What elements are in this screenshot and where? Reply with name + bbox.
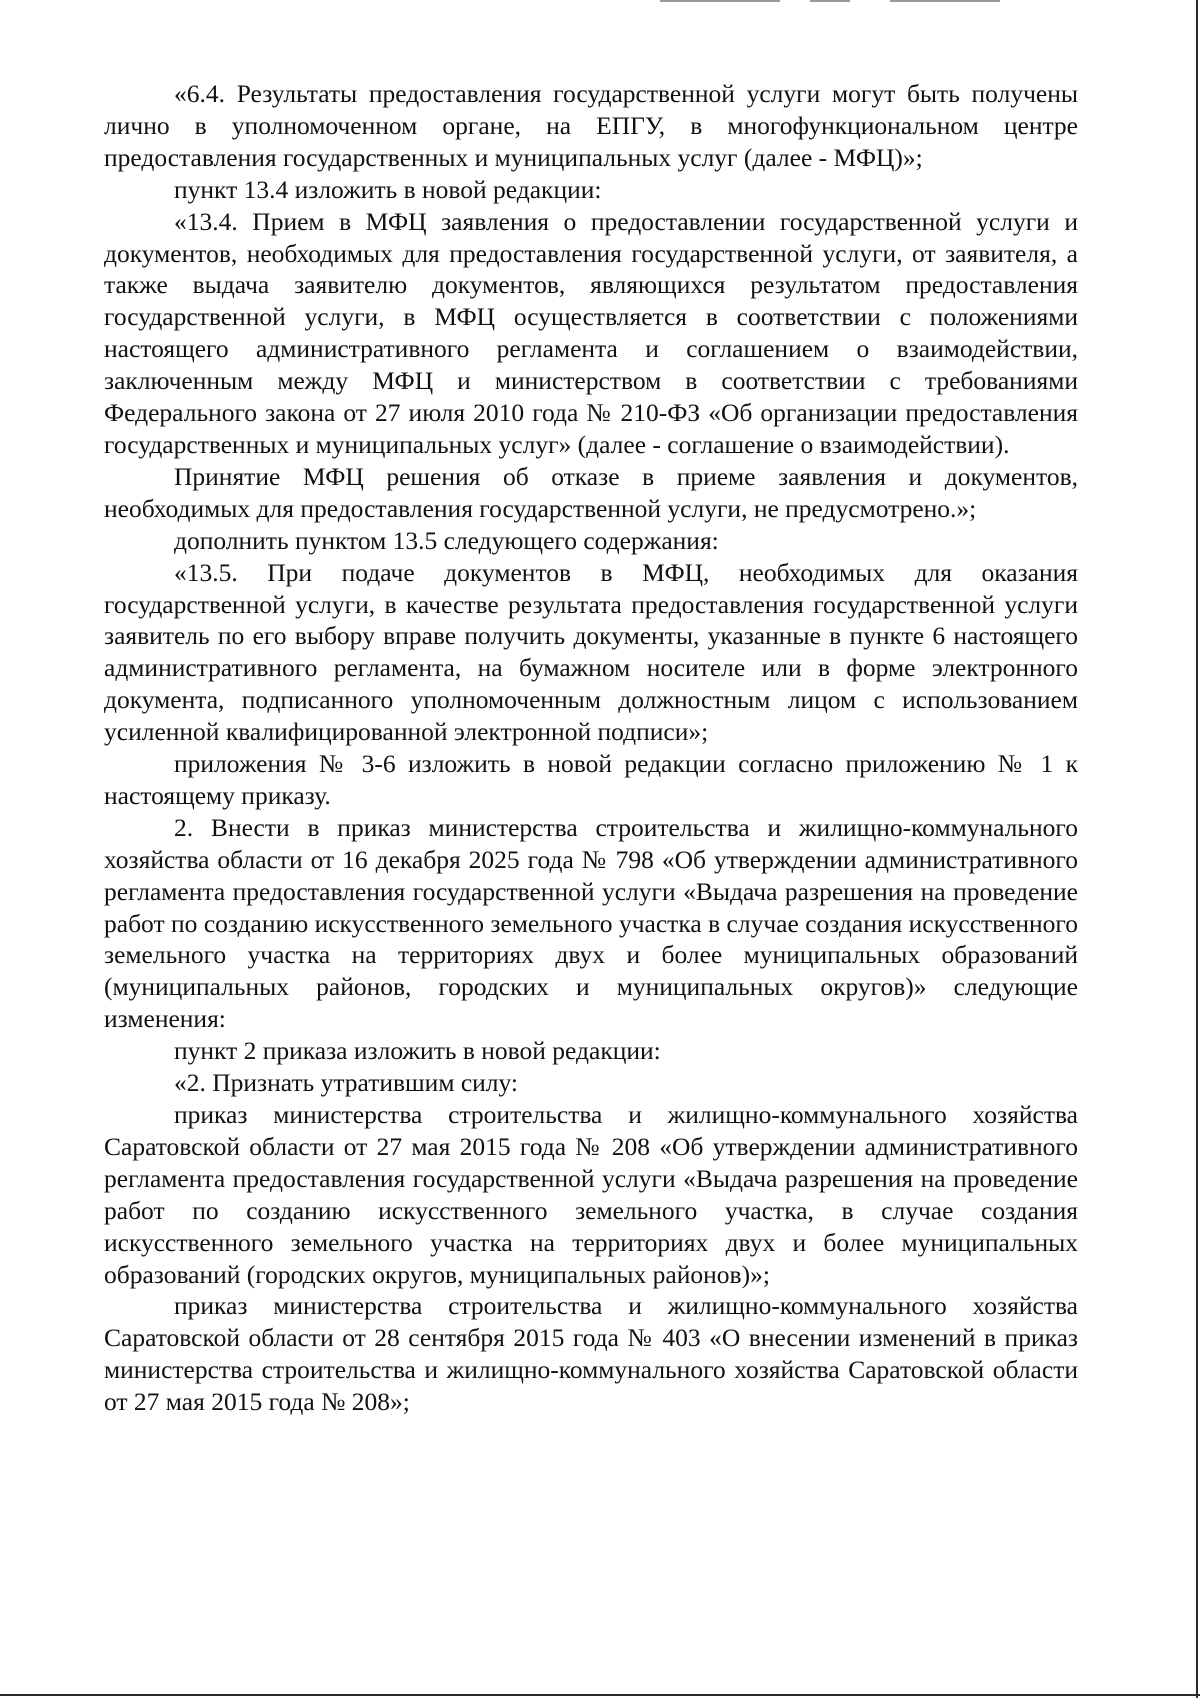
paragraph: Принятие МФЦ решения об отказе в приеме заявления и документов, необходимых для предоставления государственной услуги, не предусмотрено.»; xyxy=(104,461,1078,523)
paragraph: приказ министерства строительства и жилищно-коммунального хозяйства Саратовской области от 28 сентября 2015 года № 403 «О внесении изменений в приказ министерства строительства и жилищно-коммунального хозяйства Саратовской области от 27 мая 2015 года № 208»; xyxy=(104,1291,1078,1417)
paragraph: приложения № 3-6 изложить в новой редакции согласно приложению № 1 к настоящему приказу. xyxy=(104,749,1078,810)
paragraph: приказ министерства строительства и жилищно-коммунального хозяйства Саратовской области от 27 мая 2015 года № 208 «Об утверждении административного регламента предоставления государственной услуги «Выдача разрешения на проведение работ по созданию искусственного земельного участка, в случае создания искусственного земельного участка на территориях двух и более муниципальных образований (городских округов, муниципальных районов)»; xyxy=(104,1100,1078,1289)
paragraph: «2. Признать утратившим силу: xyxy=(174,1068,519,1098)
scan-border-bottom xyxy=(0,1694,1200,1696)
paragraph: «13.5. При подаче документов в МФЦ, необходимых для оказания государственной услуги, в качестве результата предоставления государственной услуги заявитель по его выбору вправе получить документы, указанные в пункте 6 настоящего административного регламента, на бумажном носителе или в форме электронного документа, подписанного уполномоченным должностным лицом с использованием усиленной квалифицированной электронной подписи»; xyxy=(104,557,1078,747)
paragraph: дополнить пунктом 13.5 следующего содержания: xyxy=(174,525,719,555)
paragraph: пункт 2 приказа изложить в новой редакции: xyxy=(174,1036,661,1066)
document-body xyxy=(104,78,1078,1418)
scan-artifact-top xyxy=(660,0,1000,3)
paragraph: «13.4. Прием в МФЦ заявления о предоставлении государственной услуги и документов, необходимых для предоставления государственной услуги, от заявителя, а также выдача заявителю документов, являющихся результатом предоставления государственной услуги, в МФЦ осуществляется в соответствии с положениями настоящего административного регламента и соглашением о взаимодействии, заключенным между МФЦ и министерством в соответствии с требованиями Федерального закона от 27 июля 2010 года № 210-ФЗ «Об организации предоставления государственных и муниципальных услуг» (далее - соглашение о взаимодействии). xyxy=(104,206,1078,459)
paragraph: «6.4. Результаты предоставления государственной услуги могут быть получены лично в уполномоченном органе, на ЕПГУ, в многофункциональном центре предоставления государственных и муниципальных услуг (далее - МФЦ)»; xyxy=(104,79,1078,172)
scan-border-right xyxy=(1196,0,1198,1698)
paragraph: 2. Внести в приказ министерства строительства и жилищно-коммунального хозяйства области от 16 декабря 2025 года № 798 «Об утверждении административного регламента предоставления государственной услуги «Выдача разрешения на проведение работ по созданию искусственного земельного участка в случае создания искусственного земельного участка на территориях двух и более муниципальных образований (муниципальных районов, городских и муниципальных округов)» следующие изменения: xyxy=(104,812,1078,1034)
paragraph: пункт 13.4 изложить в новой редакции: xyxy=(174,174,602,204)
